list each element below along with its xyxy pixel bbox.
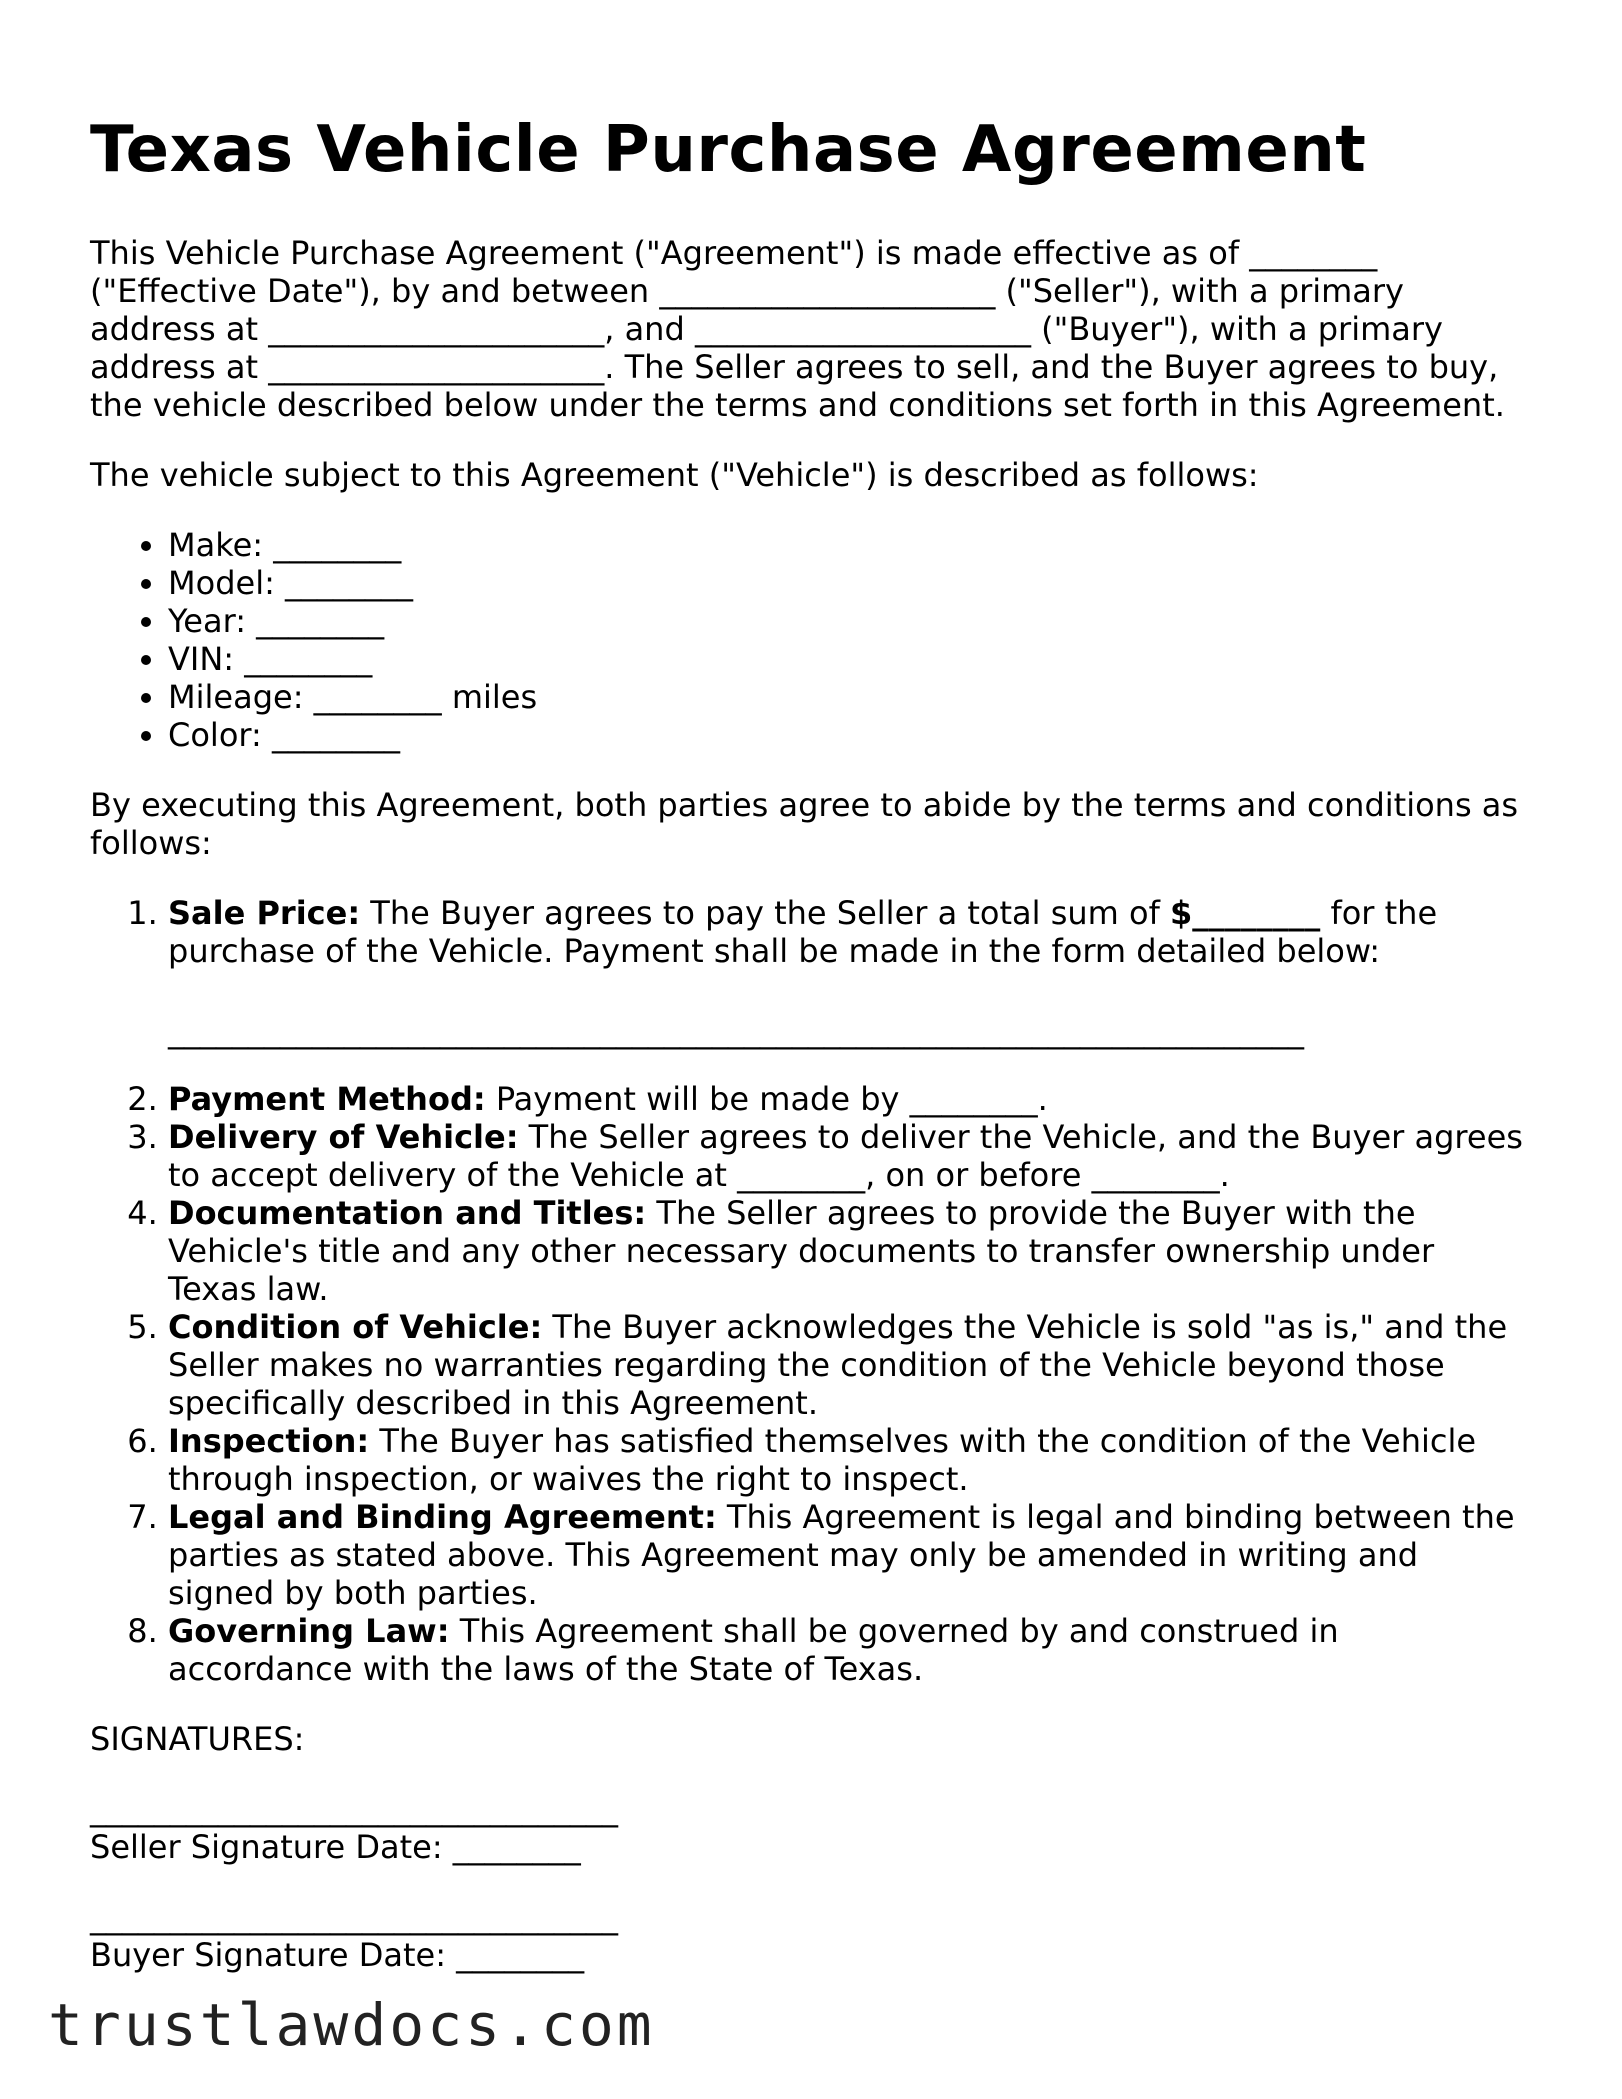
term-text: The Buyer has satisfied themselves with the condition of the Vehicle through inspection, or waives the right to inspect. (168, 1422, 1477, 1498)
buyer-signature-label: Buyer Signature Date: ________ (90, 1936, 585, 1974)
term-heading: Delivery of Vehicle: (168, 1118, 519, 1156)
payment-detail-line: _______________________________________________________________________ (168, 1012, 1304, 1050)
term-text: This Agreement is legal and binding between the parties as stated above. This Agreement may only be amended in writing and signed by both parties. (168, 1498, 1515, 1612)
term-delivery (168, 1118, 1530, 1194)
term-heading: Legal and Binding Agreement: (168, 1498, 717, 1536)
spec-year: • Year: ________ (168, 602, 1530, 640)
intro-paragraph: This Vehicle Purchase Agreement ("Agreement") is made effective as of ________ ("Effective Date"), by and between _____________________ ("Seller"), with a primary address at _____________________, and _____________________ ("Buyer"), with a primary address at _____________________. The Seller agrees to sell, and the Buyer agrees to buy, the vehicle described below under the terms and conditions set forth in this Agreement. (90, 234, 1505, 424)
term-sale-price (168, 894, 1530, 1050)
term-heading: Payment Method: (168, 1080, 486, 1118)
sale-amount: $________ (1170, 894, 1321, 932)
terms-list (90, 894, 1530, 1688)
term-heading: Governing Law: (168, 1612, 450, 1650)
seller-signature-label: Seller Signature Date: ________ (90, 1828, 581, 1866)
vehicle-spec-list (90, 526, 1530, 754)
term-payment-method (168, 1080, 1530, 1118)
term-text: Payment will be made by ________. (485, 1080, 1048, 1118)
buyer-signature-line: _________________________________ (90, 1898, 618, 1936)
spec-vin: • VIN: ________ (168, 640, 1530, 678)
term-heading: Condition of Vehicle: (168, 1308, 543, 1346)
term-text: The Seller agrees to deliver the Vehicle, and the Buyer agrees to accept delivery of the Vehicle at ________, on or before ________. (168, 1118, 1523, 1194)
spec-make: • Make: ________ (168, 526, 1530, 564)
term-documentation (168, 1194, 1530, 1308)
term-text: for the purchase of the Vehicle. Payment shall be made in the form detailed below: (168, 894, 1438, 970)
footer-watermark: trustlawdocs.com (48, 1991, 655, 2059)
terms-intro: By executing this Agreement, both parties agree to abide by the terms and conditions as follows: (90, 786, 1519, 862)
spec-model: • Model: ________ (168, 564, 1530, 602)
term-heading: Documentation and Titles: (168, 1194, 647, 1232)
spec-color: • Color: ________ (168, 716, 1530, 754)
term-heading: Sale Price: (168, 894, 361, 932)
signature-section (90, 1720, 1530, 1974)
signatures-heading: SIGNATURES: (90, 1720, 305, 1758)
term-inspection (168, 1422, 1530, 1498)
seller-signature-line: _________________________________ (90, 1790, 618, 1828)
term-text: The Seller agrees to provide the Buyer with the Vehicle's title and any other necessary documents to transfer ownership under Texas law. (168, 1194, 1435, 1308)
document-page (90, 110, 1530, 1974)
term-governing-law (168, 1612, 1530, 1688)
term-legal-binding (168, 1498, 1530, 1612)
term-text: The Buyer acknowledges the Vehicle is sold "as is," and the Seller makes no warranties regarding the condition of the Vehicle beyond those specifically described in this Agreement. (168, 1308, 1508, 1422)
document-title: Texas Vehicle Purchase Agreement (90, 113, 1367, 187)
term-text: The Buyer agrees to pay the Seller a total sum of (360, 894, 1171, 932)
term-condition (168, 1308, 1530, 1422)
spec-mileage: • Mileage: ________ miles (168, 678, 1530, 716)
vehicle-intro: The vehicle subject to this Agreement ("Vehicle") is described as follows: (90, 456, 1259, 494)
term-heading: Inspection: (168, 1422, 370, 1460)
term-text: This Agreement shall be governed by and construed in accordance with the laws of the State of Texas. (168, 1612, 1339, 1688)
